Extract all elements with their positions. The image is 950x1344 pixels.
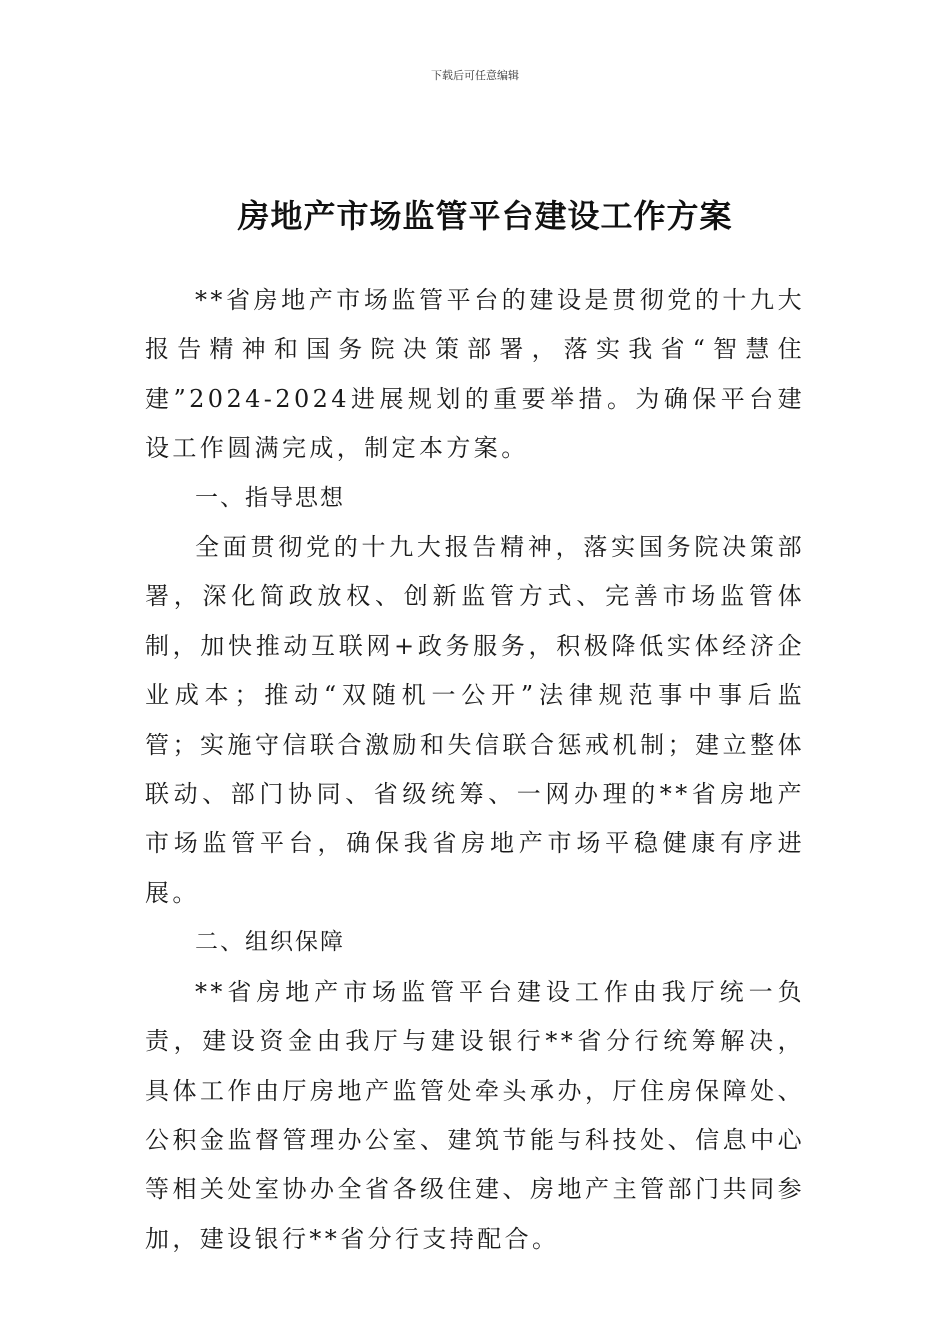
header-note: 下载后可任意编辑	[431, 69, 519, 82]
document-title: 房地产市场监管平台建设工作方案	[237, 197, 733, 236]
section-paragraph-organization: **省房地产市场监管平台建设工作由我厅统一负责，建设资金由我厅与建设银行**省分行统筹解决，具体工作由厅房地产监管处牵头承办，厅住房保障处、公积金监督管理办公室、建筑节能与科技处、信息中心等相关处室协办全省各级住建、房地产主管部门共同参加，建设银行**省分行支持配合。	[145, 977, 805, 1253]
section-paragraph-guiding-ideology: 全面贯彻党的十九大报告精神，落实国务院决策部署，深化简政放权、创新监管方式、完善市场监管体制，加快推动互联网+政务服务，积极降低实体经济企业成本；推动“双随机一公开”法律规范事中事后监管；实施守信联合激励和失信联合惩戒机制；建立整体联动、部门协同、省级统筹、一网办理的**省房地产市场监管平台，确保我省房地产市场平稳健康有序进展。	[145, 533, 805, 907]
document-body	[145, 276, 805, 1264]
section-heading-guiding-ideology: 一、指导思想	[195, 484, 345, 511]
section-heading-organization: 二、组织保障	[195, 929, 345, 956]
intro-paragraph: **省房地产市场监管平台的建设是贯彻党的十九大报告精神和国务院决策部署，落实我省“智慧住建”2024-2024进展规划的重要举措。为确保平台建设工作圆满完成，制定本方案。	[145, 286, 805, 463]
